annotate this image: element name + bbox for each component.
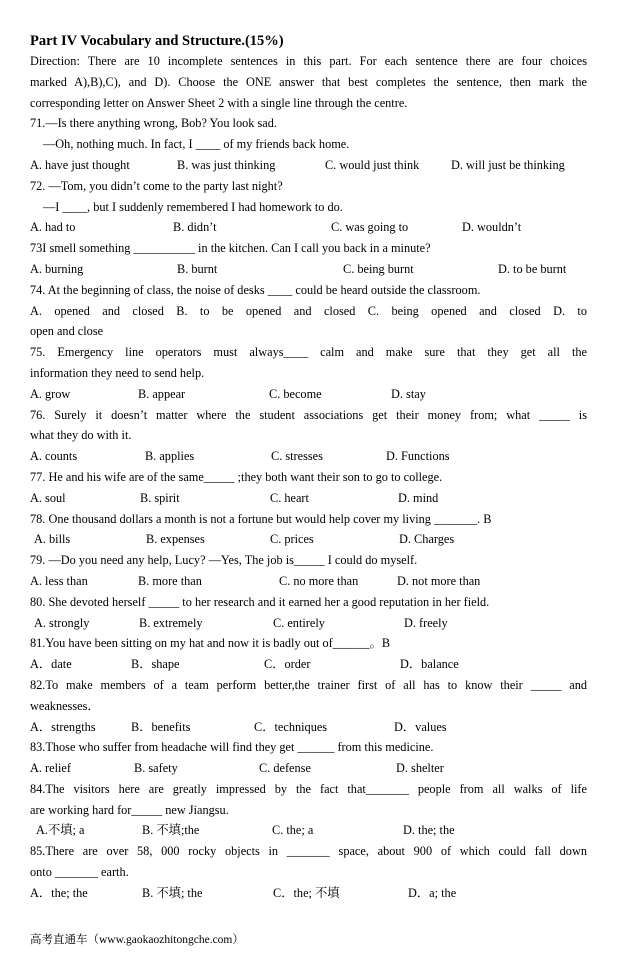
question-73-stem: 73I smell something __________ in the kitchen. Can I call you back in a minute?	[30, 241, 431, 256]
option-d[interactable]: D. Charges	[399, 532, 455, 547]
question-74-options-line[interactable]: A. opened and closed B. to be opened and closed C. being opened and closed D. to	[30, 303, 587, 318]
option-a[interactable]: A. grow	[30, 386, 71, 401]
option-a[interactable]: A．the; the	[30, 885, 88, 900]
option-d[interactable]: D. to be burnt	[498, 261, 567, 276]
option-d[interactable]: D. will just be thinking	[451, 157, 565, 172]
question-73-options	[30, 259, 587, 280]
question-82-options	[30, 717, 587, 738]
option-c[interactable]: C．techniques	[254, 719, 328, 734]
option-a[interactable]: A. burning	[30, 261, 84, 276]
question-71-stem: 71.—Is there anything wrong, Bob? You look sad.	[30, 116, 277, 131]
option-b[interactable]: B. was just thinking	[177, 157, 276, 172]
option-d[interactable]: D. shelter	[396, 761, 444, 776]
question-72-options	[30, 217, 587, 238]
question-76-options	[30, 446, 587, 467]
question-75-stem: information they need to send help.	[30, 365, 205, 380]
question-71-options	[30, 155, 587, 176]
option-c[interactable]: C. defense	[259, 761, 311, 776]
direction-line: Direction: There are 10 incomplete sentences in this part. For each sentence there are four choices	[30, 54, 587, 68]
option-c[interactable]: C. would just think	[325, 157, 420, 172]
option-c[interactable]: C．order	[264, 657, 311, 672]
question-77-stem: 77. He and his wife are of the same_____ ;they both want their son to go to college.	[30, 469, 443, 484]
option-d[interactable]: D. freely	[404, 615, 448, 630]
question-75-options	[30, 384, 587, 405]
footer-source: 高考直通车（www.gaokaozhitongche.com）	[30, 934, 244, 946]
question-72-stem: —I ____, but I suddenly remembered I had homework to do.	[43, 199, 343, 214]
question-77-options	[30, 488, 587, 509]
question-82-stem: weaknesses．	[30, 698, 100, 713]
option-b[interactable]: B. applies	[145, 449, 195, 464]
option-a[interactable]: A．date	[30, 657, 72, 672]
question-74-stem: 74. At the beginning of class, the noise of desks ____ could be heard outside the classroom.	[30, 282, 481, 297]
option-d[interactable]: D. not more than	[397, 573, 481, 588]
question-83-stem: 83.Those who suffer from headache will find they get ______ from this medicine.	[30, 740, 434, 755]
option-b[interactable]: B. safety	[134, 761, 178, 776]
question-81-options	[30, 654, 587, 675]
option-d[interactable]: D. stay	[391, 386, 426, 401]
option-c[interactable]: C. entirely	[273, 615, 325, 630]
option-b[interactable]: B. 不填; the	[142, 885, 203, 900]
option-c[interactable]: C. stresses	[271, 449, 323, 464]
option-d[interactable]: D. wouldn’t	[462, 220, 522, 235]
option-d[interactable]: D. the; the	[403, 823, 455, 838]
option-c[interactable]: C. heart	[270, 490, 309, 505]
question-84-stem: are working hard for_____ new Jiangsu.	[30, 802, 229, 817]
option-a[interactable]: A. less than	[30, 573, 88, 588]
option-c[interactable]: C. the; a	[272, 823, 314, 838]
option-a[interactable]: A. have just thought	[30, 157, 130, 172]
option-d[interactable]: D. Functions	[386, 449, 450, 464]
question-75-stem: 75. Emergency line operators must always____ calm and make sure that they get all the	[30, 345, 587, 360]
option-b[interactable]: B. appear	[138, 386, 186, 401]
exam-page	[30, 31, 587, 904]
question-85-stem: onto _______ earth.	[30, 865, 129, 880]
option-d[interactable]: D．a; the	[408, 885, 457, 900]
option-a[interactable]: A. soul	[30, 490, 66, 505]
direction-line: marked A),B),C), and D). Choose the ONE answer that best completes the sentence, then mark the	[30, 74, 587, 89]
question-78-options	[30, 529, 587, 550]
option-c[interactable]: C. was going to	[331, 220, 409, 235]
question-79-stem: 79. —Do you need any help, Lucy? —Yes, The job is_____ I could do myself.	[30, 553, 418, 568]
question-71-stem: —Oh, nothing much. In fact, I ____ of my friends back home.	[43, 137, 350, 152]
option-a[interactable]: A. bills	[34, 532, 71, 547]
question-85-options	[30, 883, 587, 904]
question-85-stem: 85.There are over 58, 000 rocky objects in _______ space, about 900 of which could fall down	[30, 844, 587, 859]
question-72-stem: 72. —Tom, you didn’t come to the party last night?	[30, 178, 283, 193]
option-c[interactable]: C. no more than	[279, 573, 359, 588]
option-a[interactable]: A. strongly	[34, 615, 90, 630]
question-83-options	[30, 758, 587, 779]
question-74-options-line[interactable]: open and close	[30, 324, 104, 339]
option-d[interactable]: D. mind	[398, 490, 439, 505]
question-82-stem: 82.To make members of a team perform better,the trainer first of all has to know their _____ and	[30, 677, 587, 692]
section-title: Part IV Vocabulary and Structure.(15%)	[30, 33, 284, 49]
question-84-options	[30, 820, 587, 841]
question-80-stem: 80. She devoted herself _____ to her research and it earned her a good reputation in her field.	[30, 594, 490, 609]
direction-line: corresponding letter on Answer Sheet 2 with a single line through the centre.	[30, 95, 408, 110]
option-c[interactable]: C．the; 不填	[273, 885, 340, 900]
option-b[interactable]: B. extremely	[139, 615, 203, 630]
option-a[interactable]: A．strengths	[30, 719, 96, 734]
question-84-stem: 84.The visitors here are greatly impressed by the fact that_______ people from all walks of life	[30, 781, 587, 796]
option-d[interactable]: D．balance	[400, 657, 459, 672]
option-a[interactable]: A. relief	[30, 761, 71, 776]
option-c[interactable]: C. become	[269, 386, 322, 401]
question-80-options	[30, 613, 587, 634]
option-a[interactable]: A.不填; a	[36, 823, 85, 838]
option-b[interactable]: B. 不填;the	[142, 823, 200, 838]
option-b[interactable]: B. didn’t	[173, 220, 217, 235]
option-d[interactable]: D．values	[394, 719, 447, 734]
option-c[interactable]: C. prices	[270, 532, 314, 547]
option-b[interactable]: B．shape	[131, 657, 180, 672]
question-81-stem: 81.You have been sitting on my hat and now it is badly out of______。B	[30, 636, 391, 651]
option-b[interactable]: B. spirit	[140, 490, 180, 505]
question-76-stem: 76. Surely it doesn’t matter where the student associations get their money from; what _____ is	[30, 407, 587, 422]
option-b[interactable]: B．benefits	[131, 719, 191, 734]
option-a[interactable]: A. had to	[30, 220, 76, 235]
question-76-stem: what they do with it.	[30, 428, 132, 443]
option-b[interactable]: B. expenses	[146, 532, 205, 547]
option-a[interactable]: A. counts	[30, 449, 78, 464]
option-b[interactable]: B. burnt	[177, 261, 218, 276]
option-c[interactable]: C. being burnt	[343, 261, 414, 276]
option-b[interactable]: B. more than	[138, 573, 202, 588]
question-78-stem: 78. One thousand dollars a month is not a fortune but would help cover my living _______. B	[30, 511, 492, 526]
question-79-options	[30, 571, 587, 592]
